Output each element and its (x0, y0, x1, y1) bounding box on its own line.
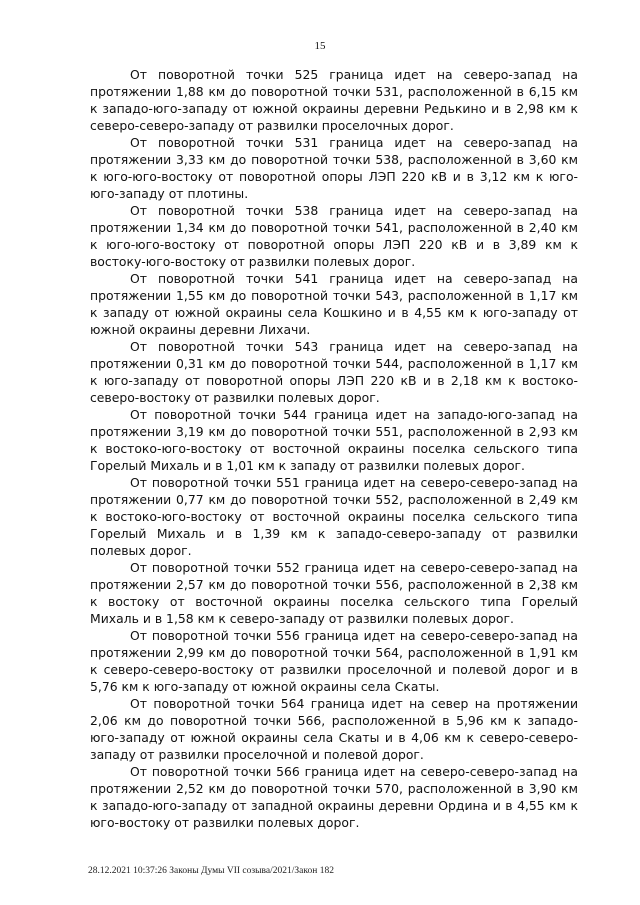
paragraph: От поворотной точки 538 граница идет на северо-запад на протяжении 1,34 км до поворотной точки 541, расположенной в 2,40 км к юго-юго-востоку от поворотной опоры ЛЭП 220 кВ и в 3,89 км к востоку-юго-востоку от развилки полевых дорог. (90, 203, 578, 269)
paragraph: От поворотной точки 543 граница идет на северо-запад на протяжении 0,31 км до поворотной точки 544, расположенной в 1,17 км к юго-западу от поворотной опоры ЛЭП 220 кВ и в 2,18 км к востоко-северо-востоку от развилки полевых дорог. (90, 339, 578, 405)
paragraph: От поворотной точки 525 граница идет на северо-запад на протяжении 1,88 км до поворотной точки 531, расположенной в 6,15 км к западо-юго-западу от южной окраины деревни Редькино и в 2,98 км к северо-северо-западу от развилки проселочных дорог. (90, 67, 578, 133)
paragraph: От поворотной точки 551 граница идет на северо-северо-запад на протяжении 0,77 км до поворотной точки 552, расположенной в 2,49 км к востоко-юго-востоку от восточной окраины поселка сельского типа Горелый Михаль и в 1,39 км к западо-северо-западу от развилки полевых дорог. (90, 475, 578, 558)
paragraph: От поворотной точки 531 граница идет на северо-запад на протяжении 3,33 км до поворотной точки 538, расположенной в 3,60 км к юго-юго-востоку от поворотной опоры ЛЭП 220 кВ и в 3,12 км к юго-юго-западу от плотины. (90, 135, 578, 201)
paragraph: От поворотной точки 556 граница идет на северо-северо-запад на протяжении 2,99 км до поворотной точки 564, расположенной в 1,91 км к северо-северо-востоку от развилки проселочной и полевой дорог и в 5,76 км к юго-западу от южной окраины села Скаты. (90, 628, 578, 694)
document-footer: 28.12.2021 10:37:26 Законы Думы VII созыва/2021/Закон 182 (88, 866, 334, 876)
paragraph: От поворотной точки 541 граница идет на северо-запад на протяжении 1,55 км до поворотной точки 543, расположенной в 1,17 км к западу от южной окраины села Кошкино и в 4,55 км к юго-западу от южной окраины деревни Лихачи. (90, 271, 578, 337)
paragraph: От поворотной точки 552 граница идет на северо-северо-запад на протяжении 2,57 км до поворотной точки 556, расположенной в 2,38 км к востоку от восточной окраины поселка сельского типа Горелый Михаль и в 1,58 км к северо-западу от развилки полевых дорог. (90, 560, 578, 626)
paragraph: От поворотной точки 564 граница идет на север на протяжении 2,06 км до поворотной точки 566, расположенной в 5,96 км к западо-юго-западу от южной окраины села Скаты и в 4,06 км к северо-северо-западу от развилки проселочной и полевой дорог. (90, 696, 578, 762)
paragraph: От поворотной точки 544 граница идет на западо-юго-запад на протяжении 3,19 км до поворотной точки 551, расположенной в 2,93 км к востоко-юго-востоку от восточной окраины поселка сельского типа Горелый Михаль и в 1,01 км к западу от развилки полевых дорог. (90, 407, 578, 473)
paragraph: От поворотной точки 566 граница идет на северо-северо-запад на протяжении 2,52 км до поворотной точки 570, расположенной в 3,90 км к западо-юго-западу от западной окраины деревни Ордина и в 4,55 км к юго-востоку от развилки полевых дорог. (90, 764, 578, 830)
document-body (90, 66, 578, 831)
page-number: 15 (314, 40, 326, 52)
